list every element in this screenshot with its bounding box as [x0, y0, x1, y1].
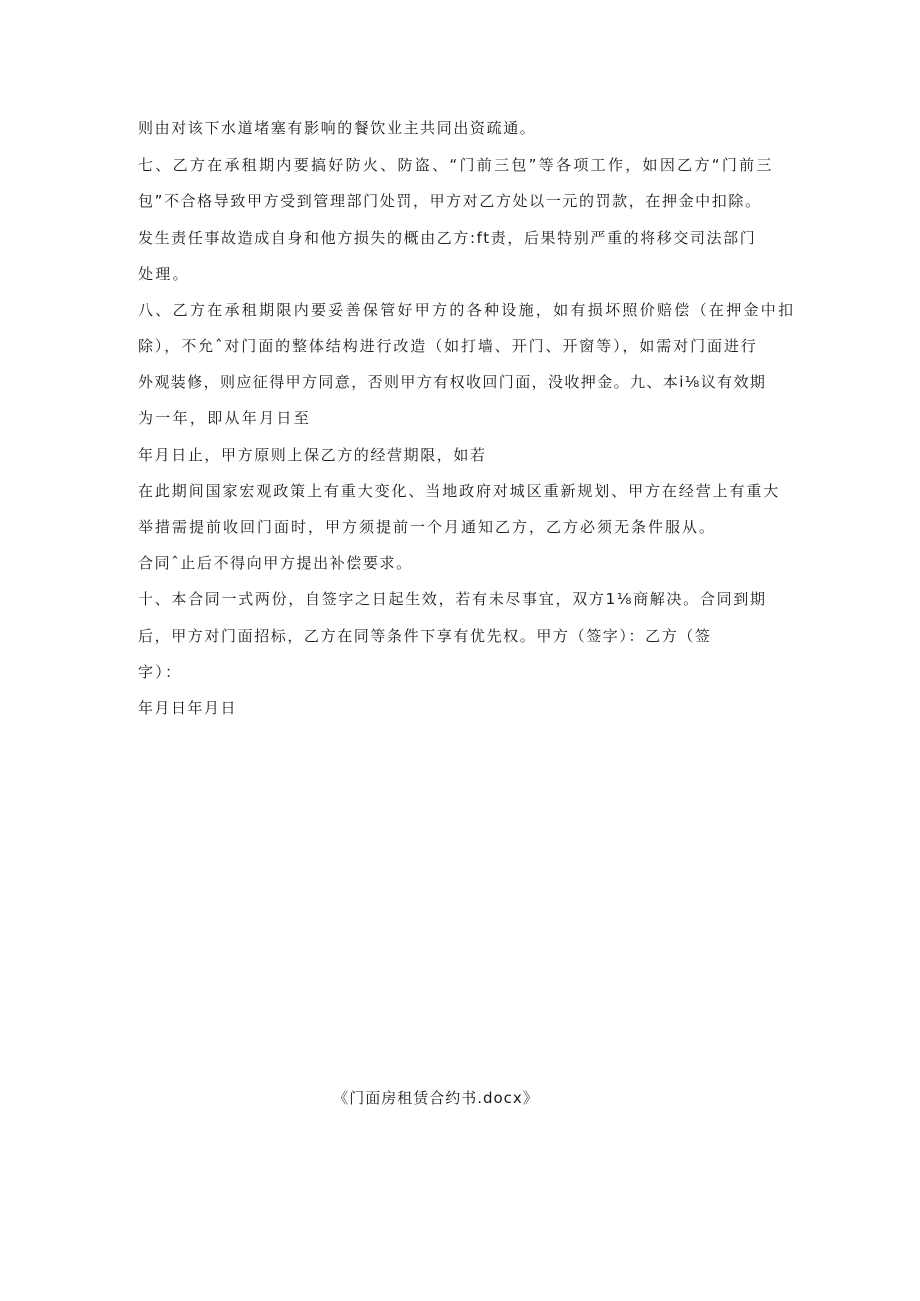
text-line: 外观装修，则应征得甲方同意，否则甲方有权收回门面，没收押金。九、本i⅛议有效期: [138, 373, 767, 391]
document-footer: [0, 1088, 920, 1108]
text-line: 七、乙方在承租期内要搞好防火、防盗、“门前三包”等各项工作，如因乙方“门前三: [138, 156, 774, 174]
text-line: 包”不合格导致甲方受到管理部门处罚，甲方对乙方处以一元的罚款，在押金中扣除。: [138, 192, 762, 210]
text-line: 合同ˆ止后不得向甲方提出补偿要求。: [138, 554, 413, 572]
text-line: 发生责任事故造成自身和他方损失的概由乙方:ft责，后果特别严重的将移交司法部门: [138, 229, 757, 247]
footer-filename: 《门面房租赁合约书.docx》: [333, 1089, 539, 1107]
text-line: 处理。: [138, 265, 190, 283]
text-line: 举措需提前收回门面时，甲方须提前一个月通知乙方，乙方必须无条件服从。: [138, 518, 717, 536]
text-line: 字）：: [138, 663, 183, 681]
text-line: 为一年，即从年月日至: [138, 409, 312, 427]
text-line: 八、乙方在承租期限内要妥善保管好甲方的各种设施，如有损坏照价赔偿（在押金中扣: [138, 301, 796, 319]
text-line: 后，甲方对门面招标，乙方在同等条件下享有优先权。甲方（签字）：乙方（签: [138, 627, 712, 645]
text-line: 在此期间国家宏观政策上有重大变化、当地政府对城区重新规划、甲方在经营上有重大: [138, 482, 781, 500]
text-line: 十、本合同一式两份，自签字之日起生效，若有未尽事宜，双方1⅛商解决。合同到期: [138, 590, 767, 608]
text-line: 年月日年月日: [138, 699, 238, 717]
text-line: 除），不允ˆ对门面的整体结构进行改造（如打墙、开门、开窗等），如需对门面进行: [138, 337, 758, 355]
text-line: 则由对该下水道堵塞有影响的餐饮业主共同出资疏通。: [138, 119, 537, 137]
text-line: 年月日止，甲方原则上保乙方的经营期限，如若: [138, 446, 487, 464]
